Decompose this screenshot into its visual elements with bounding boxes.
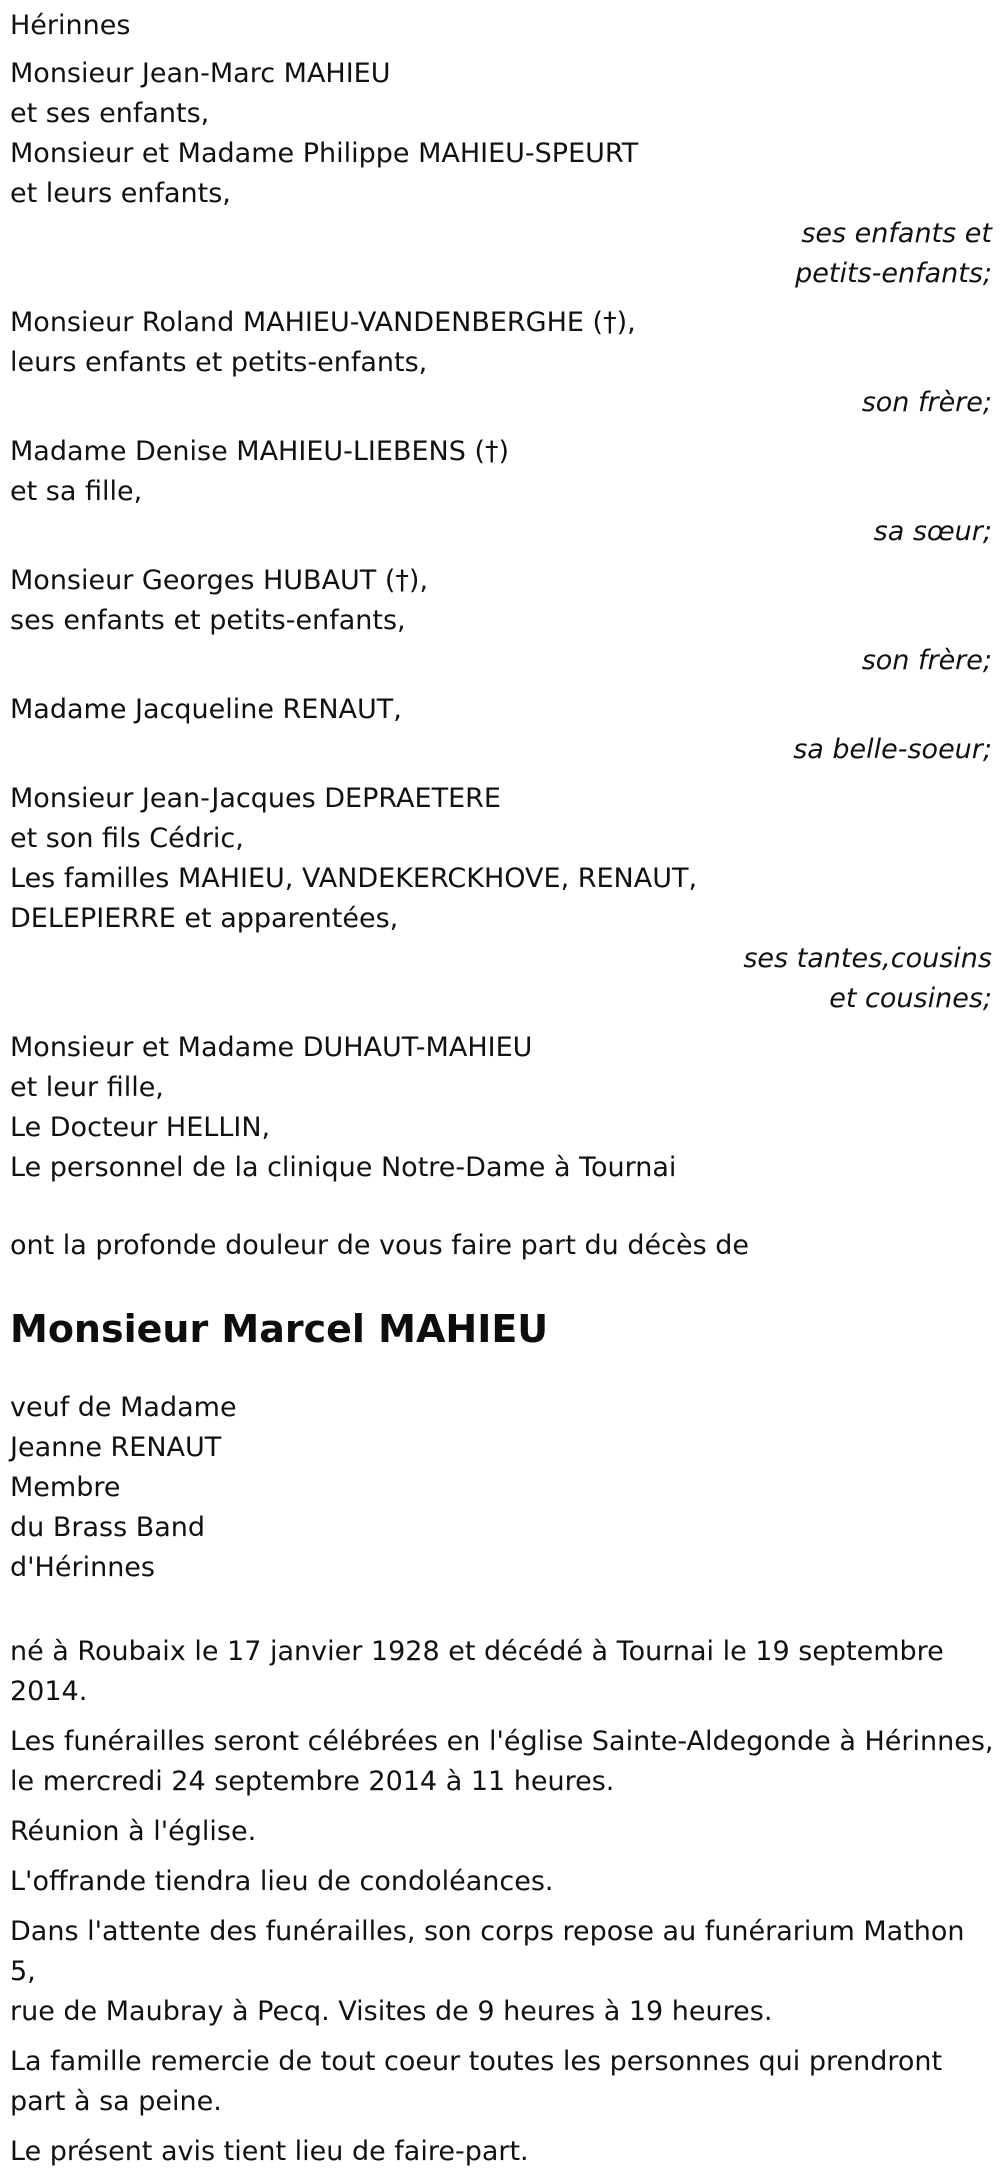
paragraph-line: le mercredi 24 septembre 2014 à 11 heures.: [10, 1766, 615, 1797]
mourner-line: et ses enfants,: [10, 98, 210, 129]
mourner-line: Monsieur Jean-Marc MAHIEU: [10, 58, 391, 89]
mourner-line: Monsieur et Madame Philippe MAHIEU-SPEURT: [10, 138, 639, 169]
paragraph-line: Dans l'attente des funérailles, son corps repose au funérarium Mathon 5,: [10, 1916, 965, 1987]
thanks-paragraph: [10, 2042, 994, 2122]
deceased-info-line: d'Hérinnes: [10, 1552, 155, 1583]
mourner-group: [10, 303, 994, 423]
funerarium-paragraph: [10, 1912, 994, 2032]
mourner-line: et sa fille,: [10, 476, 143, 507]
relation-label: sa belle-soeur;: [793, 734, 992, 765]
funeral-paragraph: [10, 1722, 994, 1802]
mourner-line: Monsieur Georges HUBAUT (†),: [10, 565, 429, 596]
mourner-line: Monsieur Roland MAHIEU-VANDENBERGHE (†),: [10, 307, 636, 338]
mourner-line: ses enfants et petits-enfants,: [10, 605, 406, 636]
relation-label: sa sœur;: [873, 516, 992, 547]
mourner-line: DELEPIERRE et apparentées,: [10, 903, 399, 934]
mourner-line: et leur fille,: [10, 1072, 164, 1103]
mourner-line: Le personnel de la clinique Notre-Dame à Tournai: [10, 1152, 677, 1183]
paragraph-line: L'offrande tiendra lieu de condoléances.: [10, 1866, 554, 1897]
paragraph-line: Réunion à l'église.: [10, 1816, 257, 1847]
relation-label: ses tantes,cousins: [743, 943, 992, 974]
mourner-group: [10, 1028, 994, 1188]
relation-label: son frère;: [861, 387, 992, 418]
relation-label: son frère;: [861, 645, 992, 676]
mourner-line: Le Docteur HELLIN,: [10, 1112, 271, 1143]
deceased-info-line: Jeanne RENAUT: [10, 1432, 222, 1463]
deceased-name: Monsieur Marcel MAHIEU: [10, 1307, 549, 1351]
notice-paragraph: [10, 2132, 994, 2172]
mourner-line: Madame Denise MAHIEU-LIEBENS (†): [10, 436, 510, 467]
mourner-line: Monsieur et Madame DUHAUT-MAHIEU: [10, 1032, 533, 1063]
announcement-text: ont la profonde douleur de vous faire part du décès de: [10, 1230, 749, 1261]
mourner-line: Madame Jacqueline RENAUT,: [10, 694, 402, 725]
meeting-paragraph: [10, 1812, 994, 1852]
mourner-group: [10, 561, 994, 681]
deceased-info-line: du Brass Band: [10, 1512, 206, 1543]
birth-death-paragraph: [10, 1632, 994, 1712]
paragraph-line: Le présent avis tient lieu de faire-part.: [10, 2136, 529, 2167]
paragraph-line: Les funérailles seront célébrées en l'église Sainte-Aldegonde à Hérinnes,: [10, 1726, 994, 1757]
mourner-group: [10, 779, 994, 1019]
deceased-info-line: veuf de Madame: [10, 1392, 237, 1423]
mourner-group: [10, 690, 994, 770]
mourner-line: Les familles MAHIEU, VANDEKERCKHOVE, RENAUT,: [10, 863, 698, 894]
relation-label: ses enfants et: [801, 218, 992, 249]
offering-paragraph: [10, 1862, 994, 1902]
deceased-info: [10, 1388, 994, 1588]
relation-label: et cousines;: [829, 983, 992, 1014]
mourner-group: [10, 54, 994, 294]
paragraph-line: rue de Maubray à Pecq. Visites de 9 heures à 19 heures.: [10, 1996, 773, 2027]
mourner-line: et leurs enfants,: [10, 178, 231, 209]
relation-label: petits-enfants;: [795, 258, 992, 289]
paragraph-line: part à sa peine.: [10, 2086, 222, 2117]
deceased-info-line: Membre: [10, 1472, 121, 1503]
paragraph-line: La famille remercie de tout coeur toutes les personnes qui prendront: [10, 2046, 943, 2077]
mourner-line: leurs enfants et petits-enfants,: [10, 347, 428, 378]
paragraph-line: né à Roubaix le 17 janvier 1928 et décédé à Tournai le 19 septembre 2014.: [10, 1636, 944, 1707]
mourner-group: [10, 432, 994, 552]
village-name: Hérinnes: [10, 10, 131, 41]
mourner-line: Monsieur Jean-Jacques DEPRAETERE: [10, 783, 501, 814]
mourner-line: et son fils Cédric,: [10, 823, 244, 854]
